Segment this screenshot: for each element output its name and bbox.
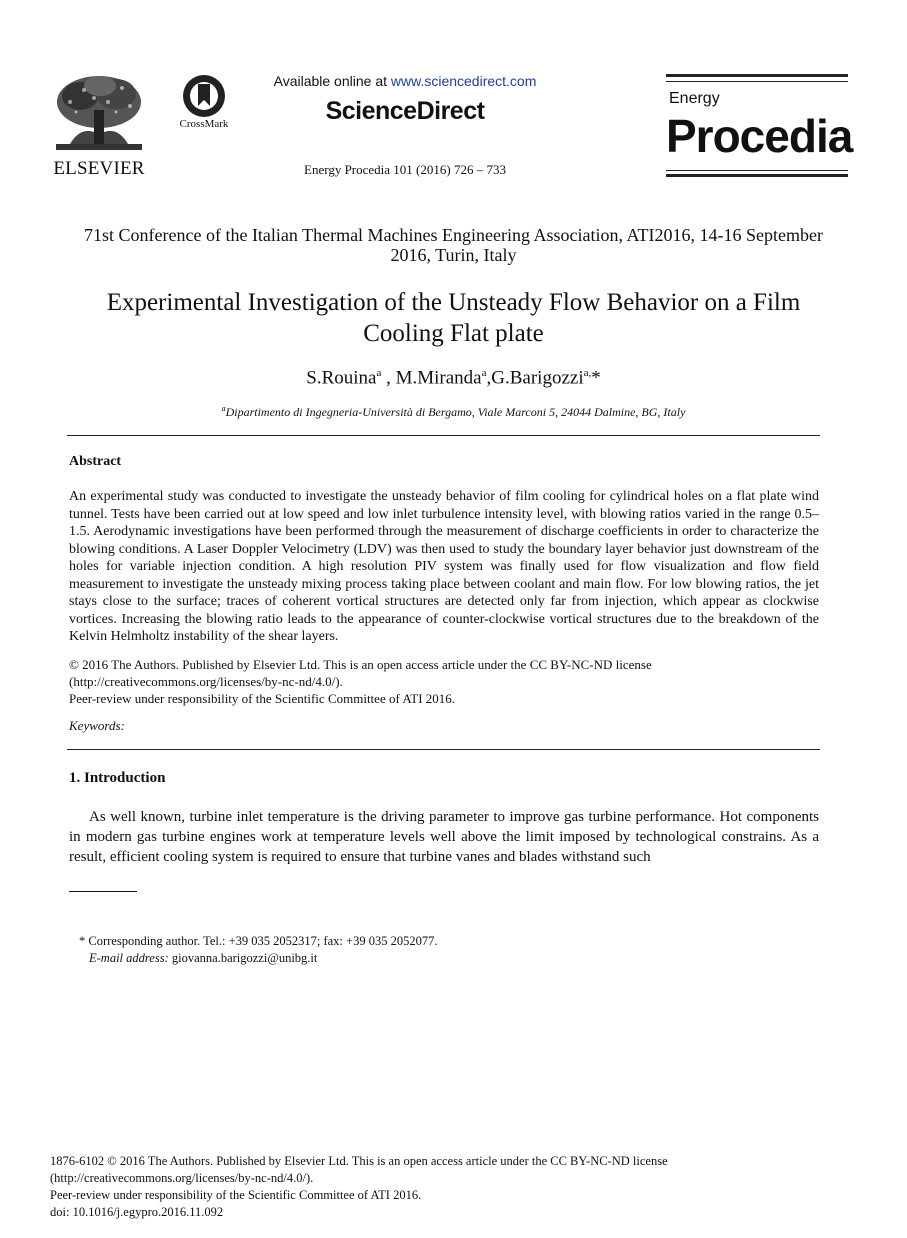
elsevier-wordmark: ELSEVIER <box>53 158 145 179</box>
author-affil-mark: a <box>376 367 382 379</box>
author-separator: , <box>381 367 396 389</box>
logo-rule-bottom <box>666 174 848 177</box>
paper-title: Experimental Investigation of the Unsteady Flow Behavior on a Film Cooling Flat plate <box>106 289 801 347</box>
abstract-heading: Abstract <box>69 454 122 469</box>
logo-rule-top <box>666 74 848 77</box>
logo-rule-top-thin <box>666 81 848 82</box>
keywords-label: Keywords: <box>69 718 125 733</box>
email-label: E-mail address: <box>89 951 169 965</box>
affiliation-mark: a <box>221 404 226 413</box>
affiliation <box>100 404 807 420</box>
license-line: © 2016 The Authors. Published by Elsevier Ltd. This is an open access article under the CC BY-NC-ND license <box>69 657 652 672</box>
corresponding-author: * Corresponding author. Tel.: +39 035 2052317; fax: +39 035 2052077. <box>79 934 438 948</box>
footnote-rule <box>69 891 137 892</box>
divider-bottom <box>67 749 820 750</box>
crossmark-label: CrossMark <box>179 118 229 130</box>
corresponding-mark: * <box>591 367 601 389</box>
doi-line[interactable]: doi: 10.1016/j.egypro.2016.11.092 <box>50 1205 224 1219</box>
logo-rule-bottom-thin <box>666 170 848 171</box>
author-name: M.Miranda <box>395 367 482 389</box>
logo-procedia-text: Procedia <box>666 110 853 162</box>
email-line <box>79 950 437 967</box>
publication-footer <box>50 1153 810 1221</box>
author-separator: , <box>486 367 492 389</box>
logo-energy-text: Energy <box>669 90 720 107</box>
abstract-body: An experimental study was conducted to investigate the unsteady behavior of film cooling for cylindrical holes on a flat plate wind tunnel. Tests have been carried out at low speed and low inlet turbulence intensity level, with blowing ratios varied in the range 0.5–1.5. Aerodynamic investigations have been performed through the measurement of discharge coefficients in order to characterize the blowing conditions. A Laser Doppler Velocimetry (LDV) was then used to study the boundary layer behavior just downstream of the holes for variable injection condition. A high resolution PIV system was finally used for flow visualization and flow field measurement to investigate the unsteady mixing process taking place between coolant and main flow. For low blowing ratios, the jet stays close to the surface; traces of coherent vortical structures are detected only far from injection, which appear as clockwise vortices. Increasing the blowing ratio leads to the appearance of counter-clockwise vortical structures due to the breakdown of the Kelvin Helmholtz instability of the shear layers. <box>69 489 819 644</box>
journal-reference: Energy Procedia 101 (2016) 726 – 733 <box>304 162 506 177</box>
footer-peer-review: Peer-review under responsibility of the Scientific Committee of ATI 2016. <box>50 1188 422 1202</box>
sciencedirect-link[interactable]: www.sciencedirect.com <box>390 73 537 89</box>
crossmark-icon <box>182 74 226 118</box>
divider-top <box>67 435 820 436</box>
affiliation-text: Dipartimento di Ingegneria-Università di Bergamo, Viale Marconi 5, 24044 Dalmine, BG, Italy <box>225 405 686 419</box>
sciencedirect-brand: ScienceDirect <box>325 97 485 125</box>
energy-procedia-logo <box>666 74 853 178</box>
conference-line: 71st Conference of the Italian Thermal Machines Engineering Association, ATI2016, 14-16 September 2016, Turin, Italy <box>84 225 823 265</box>
elsevier-tree-icon <box>50 72 148 158</box>
footer-license-url[interactable]: (http://creativecommons.org/licenses/by-nc-nd/4.0/). <box>50 1171 314 1185</box>
section-heading-introduction: 1. Introduction <box>69 770 166 786</box>
issn-copyright-line: 1876-6102 © 2016 The Authors. Published by Elsevier Ltd. This is an open access article under the CC BY-NC-ND license <box>50 1154 668 1168</box>
crossmark-badge[interactable] <box>176 74 232 134</box>
author-name: S.Rouina <box>306 367 377 389</box>
peer-review-line: Peer-review under responsibility of the Scientific Committee of ATI 2016. <box>69 691 456 706</box>
email-address[interactable]: giovanna.barigozzi@unibg.it <box>168 951 318 965</box>
author-affil-mark: a, <box>583 367 592 379</box>
introduction-body: As well known, turbine inlet temperature is the driving parameter to improve gas turbine performance. Hot components in modern gas turbine engines work at temperature levels well above the limit imposed by technological constrains. As a result, efficient cooling system is required to ensure that turbine vanes and blades withstand such <box>69 809 819 865</box>
author-name: G.Barigozzi <box>491 367 584 389</box>
author-list <box>100 367 807 389</box>
available-prefix: Available online at <box>273 73 391 89</box>
license-block <box>69 656 819 707</box>
footnote <box>79 933 437 967</box>
author-affil-mark: a <box>481 367 487 379</box>
license-url[interactable]: (http://creativecommons.org/licenses/by-nc-nd/4.0/). <box>69 674 343 689</box>
available-online <box>250 73 560 89</box>
elsevier-logo <box>50 72 148 180</box>
